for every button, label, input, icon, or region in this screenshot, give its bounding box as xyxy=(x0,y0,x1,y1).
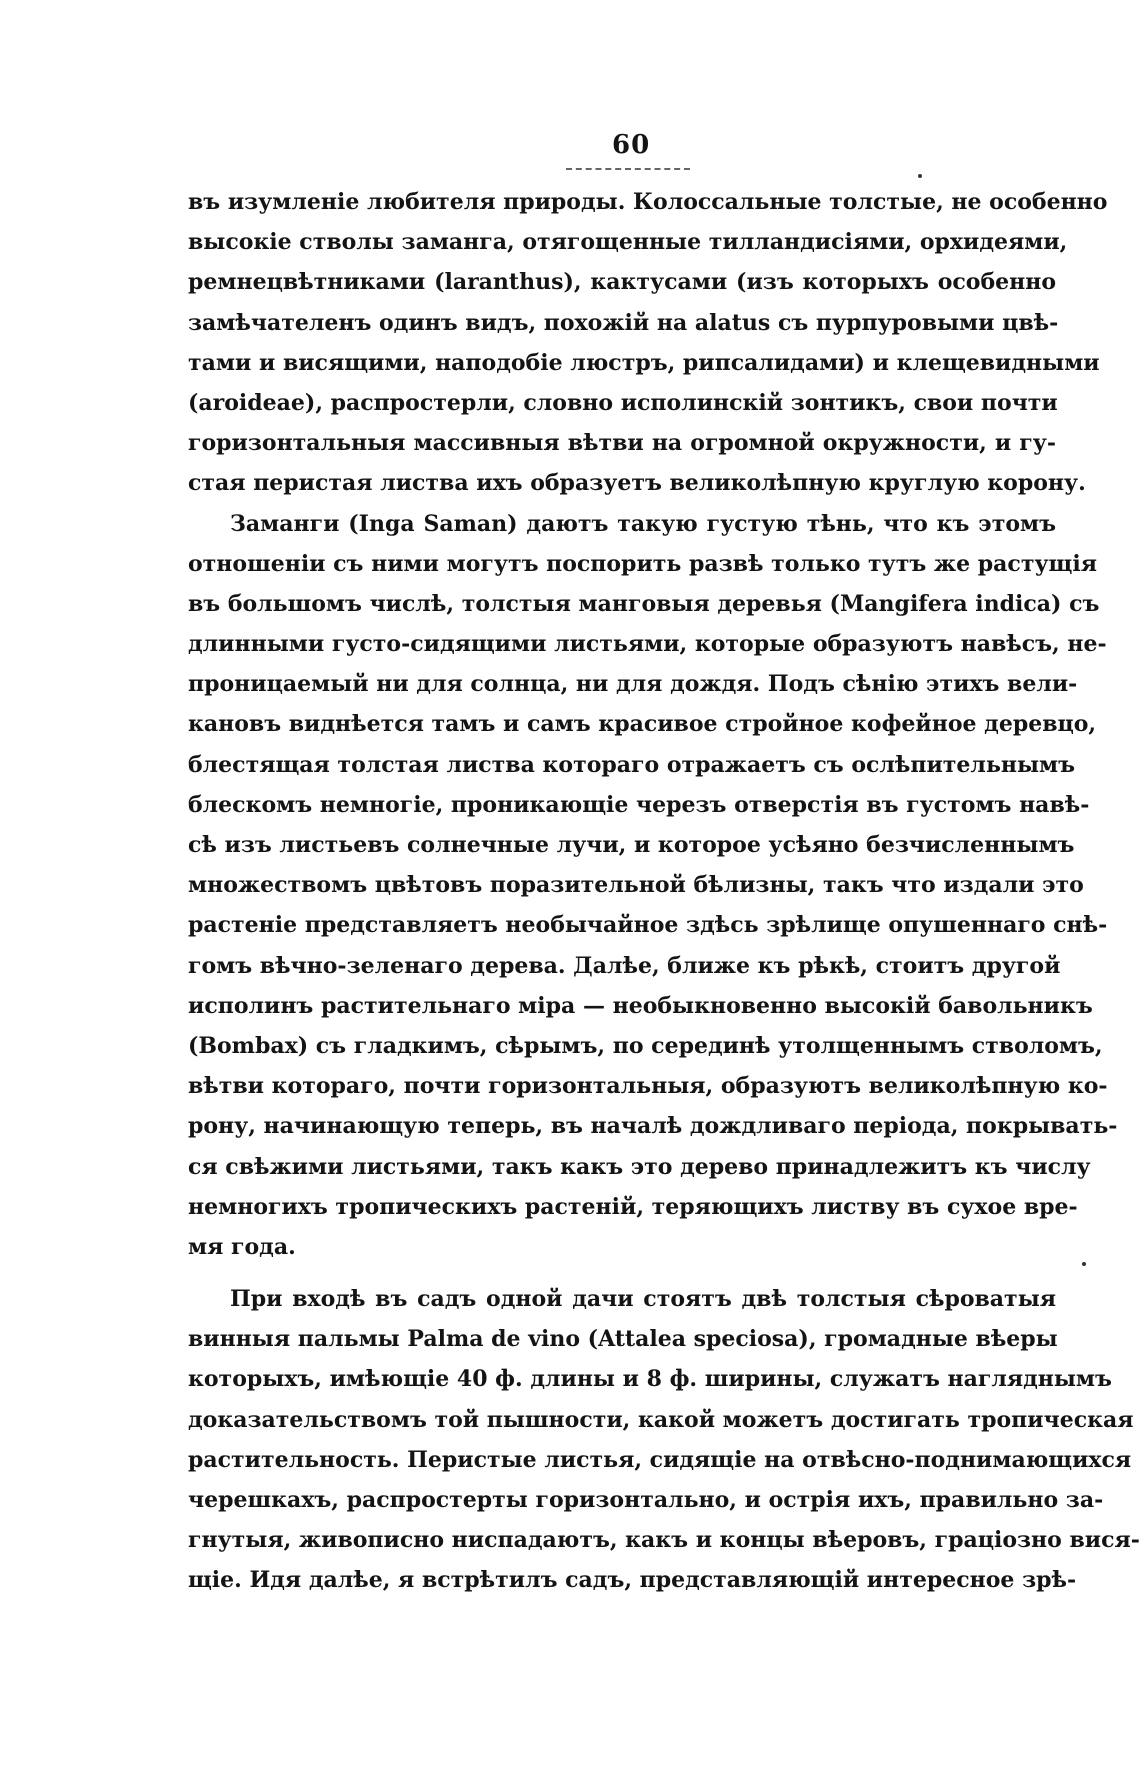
text-line: (Bombax) съ гладкимъ, сѣрымъ, по серединѣ утолщеннымъ стволомъ, xyxy=(188,1032,1103,1059)
text-line: ся свѣжими листьями, такъ какъ это дерево принадлежитъ къ числу xyxy=(188,1153,1091,1180)
text-line: стая перистая листва ихъ образуетъ великолѣпную круглую корону. xyxy=(188,470,1086,497)
text-line: (aroideae), распростерли, словно исполинскій зонтикъ, свои почти xyxy=(188,389,1058,416)
text-line: тами и висящими, наподобіе люстръ, рипсалидами) и клещевидными xyxy=(188,349,1100,376)
text-line: блестящая толстая листва котораго отражаетъ съ ослѣпительнымъ xyxy=(188,751,1076,778)
text-line: немногихъ тропическихъ растеній, теряющихъ листву въ сухое вре- xyxy=(188,1193,1078,1220)
text-line: вѣтви котораго, почти горизонтальныя, образуютъ великолѣпную ко- xyxy=(188,1073,1108,1100)
text-line: замѣчателенъ одинъ видъ, похожій на alatus съ пурпуровыми цвѣ- xyxy=(188,309,1059,336)
text-line: растеніе представляетъ необычайное здѣсь зрѣлище опушеннаго снѣ- xyxy=(188,912,1108,939)
text-line: отношеніи съ ними могутъ поспорить развѣ только тутъ же растущія xyxy=(188,550,1097,577)
header-rule xyxy=(566,168,690,170)
text-line: рону, начинающую теперь, въ началѣ дождливаго періода, покрывать- xyxy=(188,1113,1118,1140)
print-speck xyxy=(1082,1262,1086,1266)
text-line: ремнецвѣтниками (laranthus), кактусами (изъ которыхъ особенно xyxy=(188,269,1056,296)
text-line: гнутыя, живописно ниспадаютъ, какъ и концы вѣеровъ, граціозно вися- xyxy=(188,1527,1140,1554)
text-line: въ большомъ числѣ, толстыя манговыя деревья (Mangifera indica) съ xyxy=(188,590,1100,617)
text-line: блескомъ немногіе, проникающіе черезъ отверстія въ густомъ навѣ- xyxy=(188,791,1090,818)
text-line: При входѣ въ садъ одной дачи стоятъ двѣ толстыя сѣроватыя xyxy=(230,1286,1056,1313)
text-line: горизонтальныя массивныя вѣтви на огромной окружности, и гу- xyxy=(188,430,1056,457)
text-line: мя года. xyxy=(188,1233,296,1260)
paragraph-1 xyxy=(188,182,1108,504)
paragraph-3 xyxy=(188,1279,1140,1601)
paragraph-gap xyxy=(188,1267,1056,1279)
text-line: высокіе стволы заманга, отягощенные тилландисіями, орхидеями, xyxy=(188,229,1068,256)
paragraph-2 xyxy=(188,504,1118,1268)
text-line: гомъ вѣчно-зеленаго дерева. Далѣе, ближе къ рѣкѣ, стоитъ другой xyxy=(188,952,1061,979)
text-line: черешкахъ, распростерты горизонтально, и острія ихъ, правильно за- xyxy=(188,1487,1104,1513)
text-line: кановъ виднѣется тамъ и самъ красивое стройное кофейное деревцо, xyxy=(188,711,1097,738)
text-line: щіе. Идя далѣе, я встрѣтилъ садъ, представляющій интересное зрѣ- xyxy=(188,1567,1077,1594)
body-text xyxy=(188,182,1140,1601)
text-line: множествомъ цвѣтовъ поразительной бѣлизны, такъ что издали это xyxy=(188,872,1084,899)
page-number: 60 xyxy=(612,130,651,160)
text-line: сѣ изъ листьевъ солнечные лучи, и которое усѣяно безчисленнымъ xyxy=(188,832,1075,858)
text-line: длинными густо-сидящими листьями, которые образуютъ навѣсъ, не- xyxy=(188,631,1107,658)
text-line: растительность. Перистые листья, сидящіе на отвѣсно-поднимающихся xyxy=(188,1446,1132,1473)
text-line: въ изумленіе любителя природы. Колоссальные толстые, не особенно xyxy=(188,189,1108,215)
text-line: доказательствомъ той пышности, какой можетъ достигать тропическая xyxy=(188,1406,1134,1433)
text-line: которыхъ, имѣющіе 40 ф. длины и 8 ф. ширины, служатъ нагляднымъ xyxy=(188,1366,1112,1393)
print-speck xyxy=(918,174,922,178)
text-line: исполинъ растительнаго міра — необыкновенно высокій бавольникъ xyxy=(188,992,1093,1019)
text-line: винныя пальмы Palma de vino (Attalea speciosa), громадные вѣеры xyxy=(188,1326,1058,1353)
text-line: проницаемый ни для солнца, ни для дождя. Подъ сѣнію этихъ вели- xyxy=(188,671,1078,698)
text-line: Заманги (Inga Saman) даютъ такую густую тѣнь, что къ этомъ xyxy=(230,510,1056,537)
